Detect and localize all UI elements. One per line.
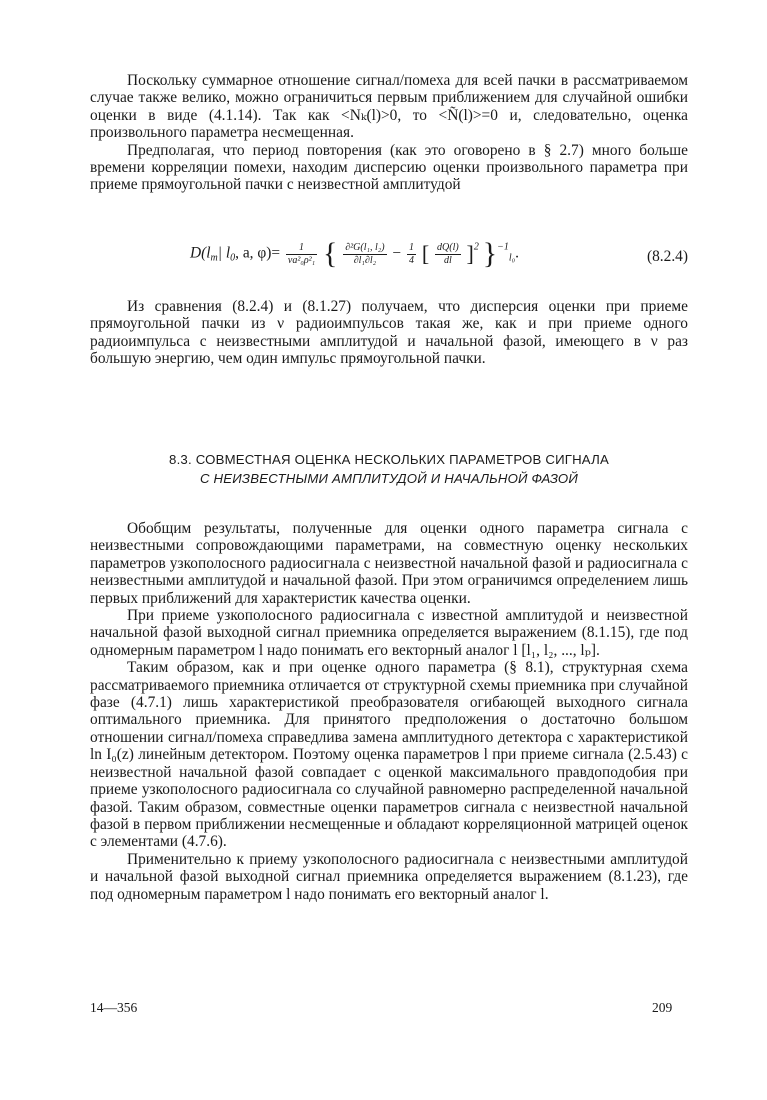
fraction-second-derivative <box>343 242 386 267</box>
fraction-numerator: 1 <box>408 241 414 253</box>
formula-lhs: D(l <box>190 244 211 262</box>
formula-lhs-rest: | l <box>217 244 231 262</box>
section-title-line1: 8.3. СОВМЕСТНАЯ ОЦЕНКА НЕСКОЛЬКИХ ПАРАМЕТРОВ СИГНАЛА <box>169 452 609 467</box>
fraction-numerator: 1 <box>286 242 317 255</box>
paragraph: Из сравнения (8.2.4) и (8.1.27) получаем, что дисперсия оценки при приеме прямоугольной пачки из ν радиоимпульсов такая же, как и при приеме одного радиоимпульса с неизвестными амплитудой и начальной фазой, имеющего в ν раз большую энергию, чем один импульс прямоугольной пачки. <box>90 298 688 368</box>
formula-inverse: −1 <box>497 241 509 253</box>
formula-power: 2 <box>473 241 479 253</box>
fraction-denominator: νa²₀ρ²₁ <box>287 254 316 266</box>
paragraph: Обобщим результаты, полученные для оценки одного параметра сигнала с неизвестными сопровождающими параметрами, на совместную оценку нескольких параметров узкополосного радиосигнала с неизвестной начальной фазой и радиосигнала с неизвестными амплитудой и начальной фазой. При этом ограничимся определением лишь первых приближений для характеристик качества оценки. <box>90 520 688 607</box>
fraction-derivative <box>435 242 461 267</box>
equation-number: (8.2.4) <box>646 248 688 265</box>
formula-expression: $D(l_m|$ $l_0$, a, φ)= $\frac{1}{\text{νa²₀ρ²₁}}$ { $\frac{\text{∂²G(l₁, l₂)}}{\text{∂l₁∂l₂}}$ − $\frac{1}{4}$ [ $\frac{dQ(l)}{dl}$ ]$^2$ }$^{-1}_{l_0}$. <box>190 237 520 270</box>
page-number: 209 <box>652 1000 673 1015</box>
printer-signature: 14—356 <box>90 1000 138 1015</box>
formula-minus: − <box>392 244 402 262</box>
paragraph: При приеме узкополосного радиосигнала с известной амплитудой и неизвестной начальной фазой выходной сигнал приемника определяется выражением (8.1.15), где под одномерным параметром l надо понимать его векторный аналог l [l₁, l₂, ..., lₚ]. <box>90 607 688 659</box>
paragraph: Таким образом, как и при оценке одного параметра (§ 8.1), структурная схема рассматриваемого приемника отличается от структурной схемы приемника при случайной фазе (4.7.1) лишь характеристикой преобразователя огибающей выходного сигнала оптимального приемника. Для принятого предположения о достаточно большом отношении сигнал/помеха справедлива замена амплитудного детектора с характеристикой ln I₀(z) линейным детектором. Поэтому оценка параметров l при приеме сигнала (2.5.43) с неизвестной начальной фазой совпадает с оценкой максимального правдоподобия при приеме узкополосного радиосигнала со случайной равномерно распределенной начальной фазой. Таким образом, совместные оценки параметров сигнала с неизвестной начальной фазой в первом приближении несмещенные и обладают корреляционной матрицей оценок с элементами (4.7.6). <box>90 659 688 851</box>
paragraph: Применительно к приему узкополосного радиосигнала с неизвестными амплитудой и начальной фазой выходной сигнал приемника определяется выражением (8.1.23), где под одномерным параметром l надо понимать его векторный аналог l. <box>90 850 688 903</box>
fraction-denominator: 4 <box>408 254 414 266</box>
formula-eval-sub: l₀ <box>508 252 516 264</box>
text-block-mid <box>90 298 688 368</box>
fraction-quarter <box>407 242 416 267</box>
fraction-numerator: dQ(l) <box>437 241 459 253</box>
formula-lhs-sub: m <box>210 252 218 264</box>
paragraph: Поскольку суммарное отношение сигнал/помеха для всей пачки в рассматриваемом случае также велико, можно ограничиться первым приближением для случайной ошибки оценки в виде (4.1.14). Так как <Nₖ(l)>0, то <Ñ(l)>=0 и, следовательно, оценка произвольного параметра несмещенная. <box>90 72 688 142</box>
text-block-bottom <box>90 520 688 903</box>
fraction-numerator: ∂²G(l₁, l₂) <box>345 241 385 253</box>
fraction-denominator: dl <box>443 254 452 266</box>
text-block-top <box>90 72 688 194</box>
formula-8-2-4 <box>90 234 688 284</box>
formula-lhs-args: , a, φ)= <box>235 244 281 262</box>
fraction-denominator: ∂l₁∂l₂ <box>353 254 377 266</box>
formula-lhs-sub2: 0 <box>230 252 236 264</box>
paragraph: Предполагая, что период повторения (как это оговорено в § 2.7) много больше времени корреляции помехи, находим дисперсию оценки произвольного параметра при приеме прямоугольной пачки с неизвестной амплитудой <box>90 141 688 194</box>
fraction-coef <box>286 242 317 267</box>
section-title-line2: С НЕИЗВЕСТНЫМИ АМПЛИТУДОЙ И НАЧАЛЬНОЙ ФАЗОЙ <box>199 471 579 486</box>
